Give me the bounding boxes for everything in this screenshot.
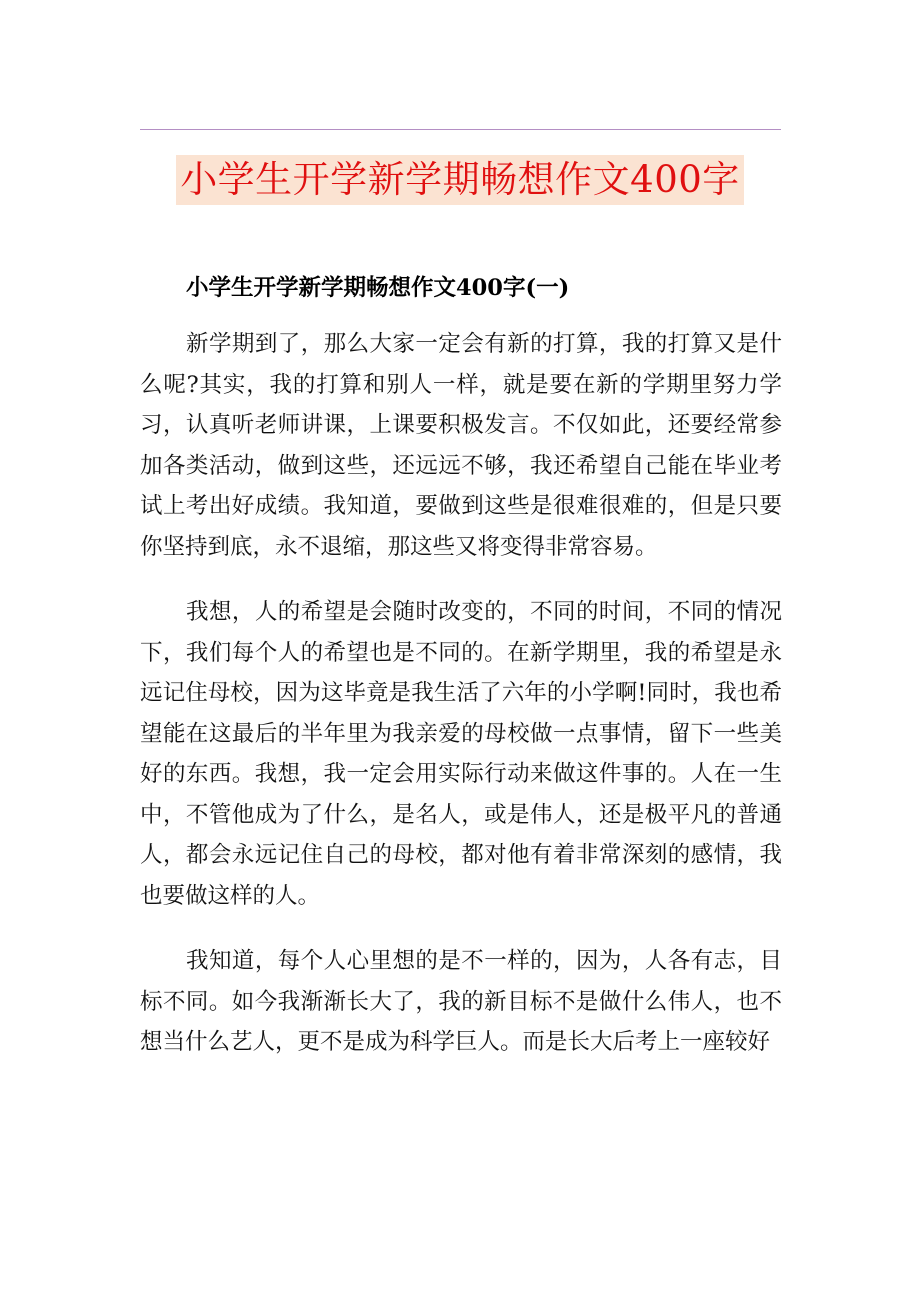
document-title: 小学生开学新学期畅想作文400字: [176, 155, 744, 205]
paragraph-1: 新学期到了，那么大家一定会有新的打算，我的打算又是什么呢?其实，我的打算和别人一样，就是要在新的学期里努力学习，认真听老师讲课，上课要积极发言。不仅如此，还要经常参加各类活动，做到这些，还远远不够，我还希望自己能在毕业考试上考出好成绩。我知道，要做到这些是很难很难的，但是只要你坚持到底，永不退缩，那这些又将变得非常容易。: [140, 331, 782, 560]
paragraph-2: 我想，人的希望是会随时改变的，不同的时间，不同的情况下，我们每个人的希望也是不同的。在新学期里，我的希望是永远记住母校，因为这毕竟是我生活了六年的小学啊!同时，我也希望能在这最后的半年里为我亲爱的母校做一点事情，留下一些美好的东西。我想，我一定会用实际行动来做这件事的。人在一生中，不管他成为了什么，是名人，或是伟人，还是极平凡的普通人，都会永远记住自己的母校，都对他有着非常深刻的感情，我也要做这样的人。: [140, 599, 782, 909]
header-divider: [140, 129, 781, 130]
paragraph-3: 我知道，每个人心里想的是不一样的，因为，人各有志，目标不同。如今我渐渐长大了，我的新目标不是做什么伟人，也不想当什么艺人，更不是成为科学巨人。而是长大后考上一座较好: [140, 948, 782, 1055]
document-body: [140, 268, 782, 1088]
title-container: [0, 155, 920, 205]
section-subtitle: 小学生开学新学期畅想作文400字(一): [186, 275, 570, 301]
